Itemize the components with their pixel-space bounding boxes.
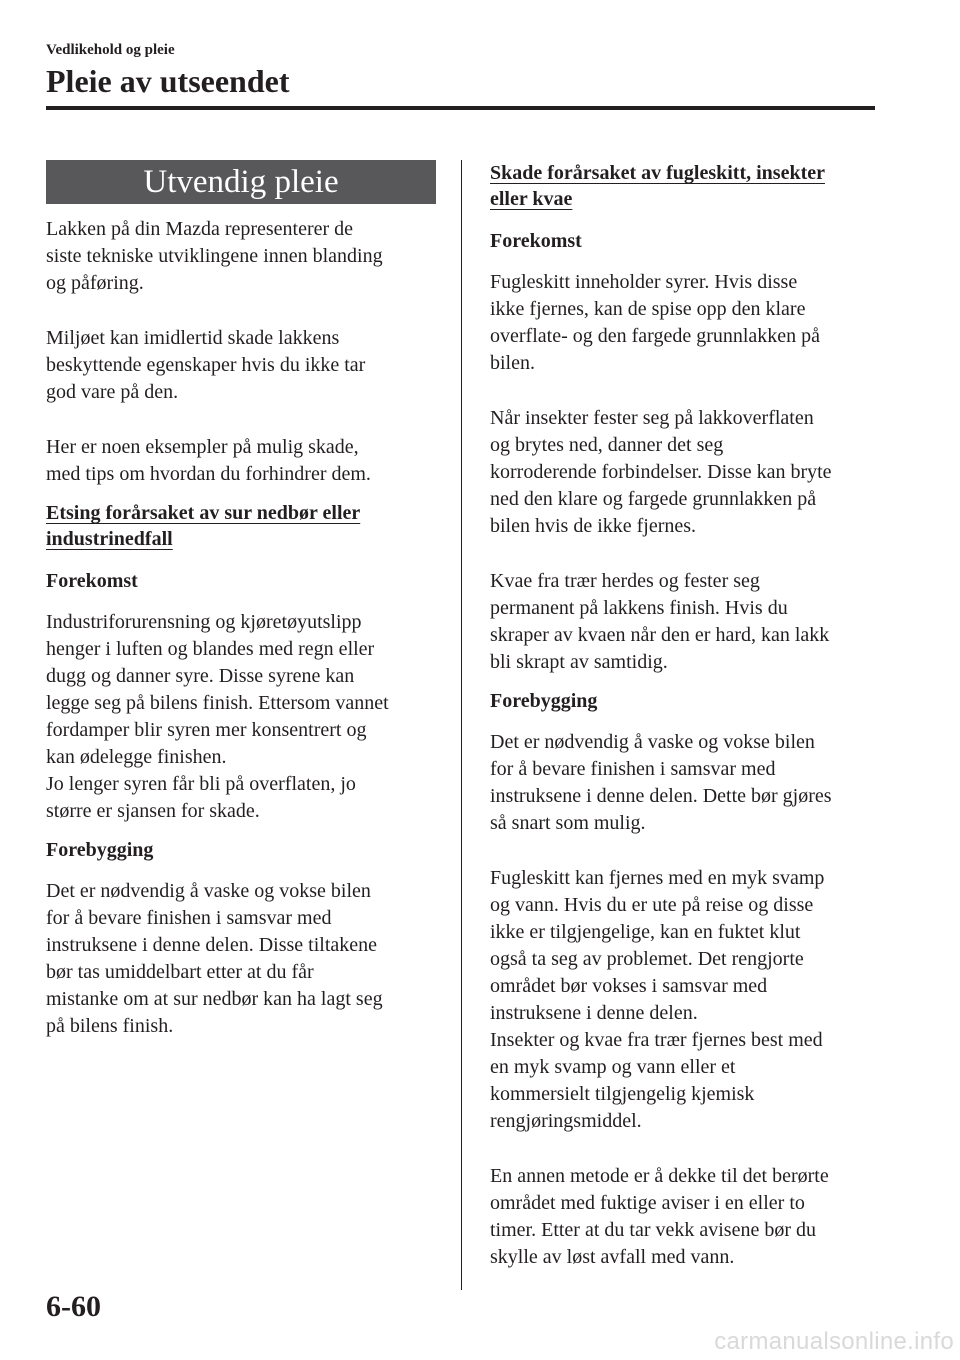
acid-rain-heading-text: Etsing forårsaket av sur nedbør eller industrinedfall xyxy=(46,502,361,550)
intro-paragraph: Miljøet kan imidlertid skade lakkens beskyttende egenskaper hvis du ikke tar god vare på den. xyxy=(46,327,366,403)
prevention-paragraph: Insekter og kvae fra trær fjernes best med en myk svamp og vann eller et kommersielt tilgjengelig kjemisk rengjøringsmiddel. xyxy=(490,1029,823,1132)
prevention-text: Det er nødvendig å vaske og vokse bilen for å bevare finishen i samsvar med instruksene i denne delen. Disse tiltakene bør tas umiddelbart etter at du får mistanke om at sur nedbør kan ha lagt seg på bilens finish. xyxy=(46,880,383,1037)
occurrence-text: Jo lenger syren får bli på overflaten, jo større er sjansen for skade. xyxy=(46,773,356,822)
prevention-paragraph: En annen metode er å dekke til det berørte området med fuktige aviser i en eller to timer. Etter at du tar vekk avisene bør du skylle av løst avfall med vann. xyxy=(490,1165,829,1268)
section-banner: Utvendig pleie xyxy=(46,160,436,204)
acid-rain-heading xyxy=(46,500,436,552)
page-title: Pleie av utseendet xyxy=(46,63,290,99)
watermark: carmanualsonline.info xyxy=(714,1328,954,1355)
occurrence-paragraph: Når insekter fester seg på lakkoverflaten og brytes ned, danner det seg korroderende forbindelser. Disse kan bryte ned den klare og fargede grunnlakken på bilen hvis de ikke fjernes. xyxy=(490,407,832,537)
column-divider xyxy=(461,160,462,1290)
occurrence-paragraph: Kvae fra trær herdes og fester seg permanent på lakkens finish. Hvis du skraper av kvaen når den er hard, kan lakk bli skrapt av samtidig. xyxy=(490,570,830,673)
prevention-paragraph: Det er nødvendig å vaske og vokse bilen for å bevare finishen i samsvar med instruksene i denne delen. Dette bør gjøres så snart som mulig. xyxy=(490,731,832,834)
intro-paragraph: Her er noen eksempler på mulig skade, med tips om hvordan du forhindrer dem. xyxy=(46,436,371,485)
occurrence-text: Industriforurensning og kjøretøyutslipp henger i luften og blandes med regn eller dugg og danner syre. Disse syrene kan legge seg på bilens finish. Ettersom vannet fordamper blir syren mer konsentrert og kan ødelegge finishen. xyxy=(46,611,389,768)
title-rule xyxy=(46,106,875,110)
page-number: 6-60 xyxy=(46,1290,101,1323)
prevention-label: Forebygging xyxy=(490,690,598,712)
occurrence-label: Forekomst xyxy=(46,570,138,592)
occurrence-label: Forekomst xyxy=(490,230,582,252)
prevention-paragraph: Fugleskitt kan fjernes med en myk svamp og vann. Hvis du er ute på reise og disse ikke er tilgjengelige, kan en fuktet klut også ta seg av problemet. Det rengjorte området bør vokses i samsvar med instruksene i denne delen. xyxy=(490,867,825,1024)
bird-droppings-heading-text: Skade forårsaket av fugleskitt, insekter eller kvae xyxy=(490,162,825,210)
section-label: Vedlikehold og pleie xyxy=(46,42,175,58)
left-column xyxy=(46,160,436,1068)
occurrence-paragraph: Fugleskitt inneholder syrer. Hvis disse ikke fjernes, kan de spise opp den klare overflate- og den fargede grunnlakken på bilen. xyxy=(490,271,821,374)
intro-paragraph: Lakken på din Mazda representerer de siste tekniske utviklingene innen blanding og påføring. xyxy=(46,218,383,294)
prevention-label: Forebygging xyxy=(46,839,154,861)
bird-droppings-heading xyxy=(490,160,880,212)
right-column xyxy=(490,160,880,1299)
